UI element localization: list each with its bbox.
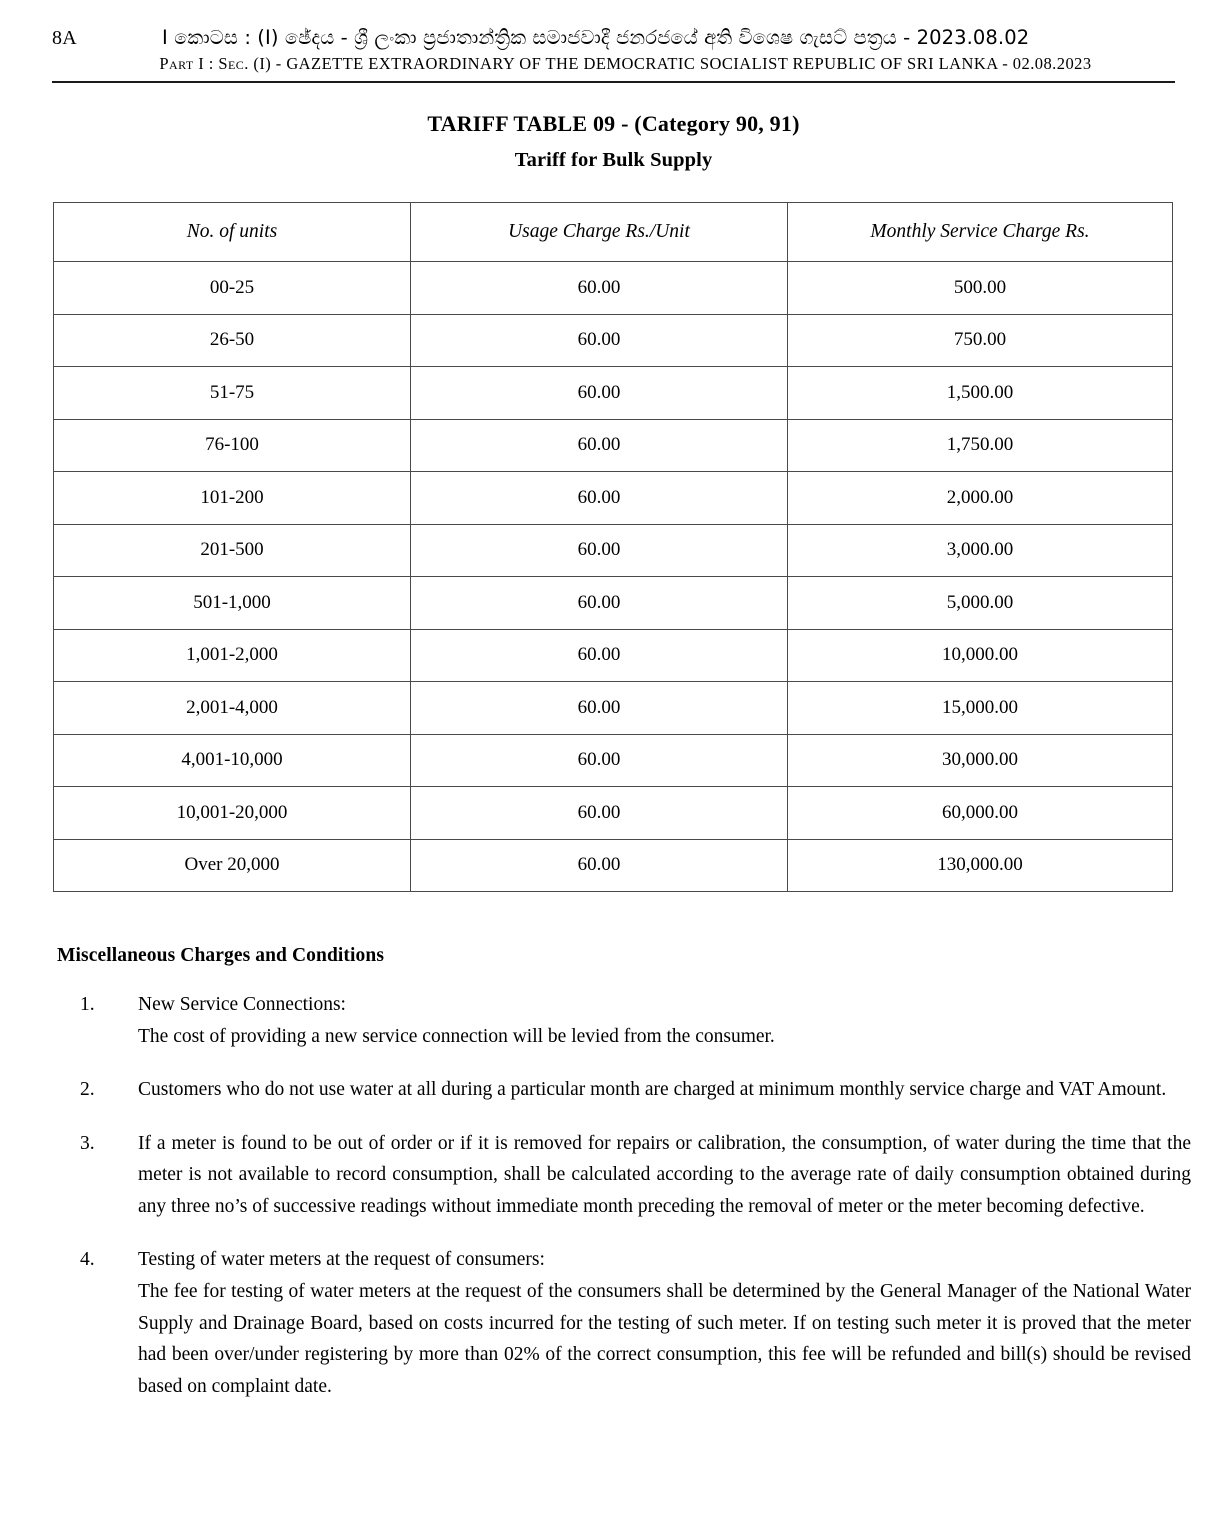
table-row	[54, 419, 1173, 472]
cell-unit-range: 10,001-20,000	[54, 787, 411, 840]
condition-paragraph: Testing of water meters at the request of consumers:	[138, 1249, 545, 1271]
table-row	[54, 472, 1173, 525]
cell-usage-charge: 60.00	[411, 367, 788, 420]
cell-unit-range: 00-25	[54, 262, 411, 315]
cell-unit-range: 51-75	[54, 367, 411, 420]
page-subtitle: Tariff for Bulk Supply	[514, 149, 713, 171]
condition-number: 2.	[80, 1079, 95, 1101]
cell-service-charge: 500.00	[788, 262, 1173, 315]
cell-unit-range: 501-1,000	[54, 577, 411, 630]
table-row	[54, 734, 1173, 787]
header-line-english: Part I : Sec. (I) - GAZETTE EXTRAORDINARY OF THE DEMOCRATIC SOCIALIST REPUBLIC OF SRI LANKA - 02.08.2023	[159, 54, 1092, 73]
table-row	[54, 262, 1173, 315]
condition-item	[80, 1128, 1191, 1223]
cell-usage-charge: 60.00	[411, 734, 788, 787]
header-divider	[52, 81, 1175, 83]
cell-unit-range: 4,001-10,000	[54, 734, 411, 787]
conditions-list	[0, 989, 1227, 1402]
cell-usage-charge: 60.00	[411, 577, 788, 630]
condition-item	[80, 1074, 1191, 1106]
table-row	[54, 629, 1173, 682]
cell-unit-range: 201-500	[54, 524, 411, 577]
cell-unit-range: 26-50	[54, 314, 411, 367]
cell-service-charge: 130,000.00	[788, 839, 1173, 892]
condition-paragraph: The fee for testing of water meters at the request of the consumers shall be determined by the General Manager of the National Water Supply and Drainage Board, based on costs incurred for the testing of such meter. If on testing such meter it is proved that the meter had been over/under registering by more than 02% of the correct consumption, this fee will be refunded and bill(s) should be revised based on complaint date.	[138, 1281, 1191, 1397]
cell-usage-charge: 60.00	[411, 419, 788, 472]
condition-item	[80, 989, 1191, 1052]
condition-number: 4.	[80, 1249, 95, 1271]
cell-usage-charge: 60.00	[411, 629, 788, 682]
header-sinhala-text: I කොටස : (I) ඡේදය - ශ්‍රී ලංකා ප්‍රජාතාන්ත්‍රික සමාජවාදී ජනරජයේ අති විශෙෂ ගැසට් පත්‍රය - 2023.08.02	[162, 26, 1030, 49]
header-line-sinhala	[0, 26, 1227, 50]
table-body	[54, 262, 1173, 892]
cell-unit-range: 1,001-2,000	[54, 629, 411, 682]
tariff-table-container	[53, 202, 1175, 892]
cell-service-charge: 2,000.00	[788, 472, 1173, 525]
cell-usage-charge: 60.00	[411, 524, 788, 577]
table-row	[54, 577, 1173, 630]
table-row	[54, 314, 1173, 367]
cell-service-charge: 15,000.00	[788, 682, 1173, 735]
cell-unit-range: Over 20,000	[54, 839, 411, 892]
table-header-row	[54, 203, 1173, 262]
cell-service-charge: 750.00	[788, 314, 1173, 367]
cell-usage-charge: 60.00	[411, 787, 788, 840]
page-title: TARIFF TABLE 09 - (Category 90, 91)	[427, 111, 800, 136]
column-header-units: No. of units	[54, 203, 411, 262]
condition-number: 3.	[80, 1132, 95, 1154]
cell-usage-charge: 60.00	[411, 682, 788, 735]
cell-service-charge: 1,750.00	[788, 419, 1173, 472]
column-header-service-charge: Monthly Service Charge Rs.	[788, 203, 1173, 262]
condition-paragraph: If a meter is found to be out of order or if it is removed for repairs or calibration, the consumption, of water during the time that the meter is not available to record consumption, shall be calculated according to the average rate of daily consumption obtained during any three no’s of successive readings without immediate month preceding the removal of meter or the meter becoming defective.	[138, 1132, 1191, 1217]
cell-usage-charge: 60.00	[411, 839, 788, 892]
cell-service-charge: 1,500.00	[788, 367, 1173, 420]
page-folio: 8A	[52, 27, 77, 49]
condition-paragraph: Customers who do not use water at all during a particular month are charged at minimum monthly service charge and VAT Amount.	[138, 1079, 1167, 1101]
condition-item	[80, 1244, 1191, 1402]
cell-service-charge: 30,000.00	[788, 734, 1173, 787]
cell-unit-range: 76-100	[54, 419, 411, 472]
table-row	[54, 787, 1173, 840]
tariff-table	[53, 202, 1173, 892]
misc-section-heading: Miscellaneous Charges and Conditions	[57, 945, 385, 966]
cell-service-charge: 5,000.00	[788, 577, 1173, 630]
table-row	[54, 682, 1173, 735]
running-header	[0, 0, 1227, 83]
cell-unit-range: 101-200	[54, 472, 411, 525]
column-header-usage-charge: Usage Charge Rs./Unit	[411, 203, 788, 262]
condition-paragraph: New Service Connections:	[138, 994, 346, 1015]
condition-number: 1.	[80, 994, 95, 1015]
cell-usage-charge: 60.00	[411, 314, 788, 367]
cell-usage-charge: 60.00	[411, 472, 788, 525]
condition-paragraph: The cost of providing a new service connection will be levied from the consumer.	[138, 1025, 775, 1047]
table-row	[54, 524, 1173, 577]
table-header	[54, 203, 1173, 262]
cell-unit-range: 2,001-4,000	[54, 682, 411, 735]
table-row	[54, 839, 1173, 892]
cell-usage-charge: 60.00	[411, 262, 788, 315]
cell-service-charge: 10,000.00	[788, 629, 1173, 682]
cell-service-charge: 3,000.00	[788, 524, 1173, 577]
table-row	[54, 367, 1173, 420]
cell-service-charge: 60,000.00	[788, 787, 1173, 840]
